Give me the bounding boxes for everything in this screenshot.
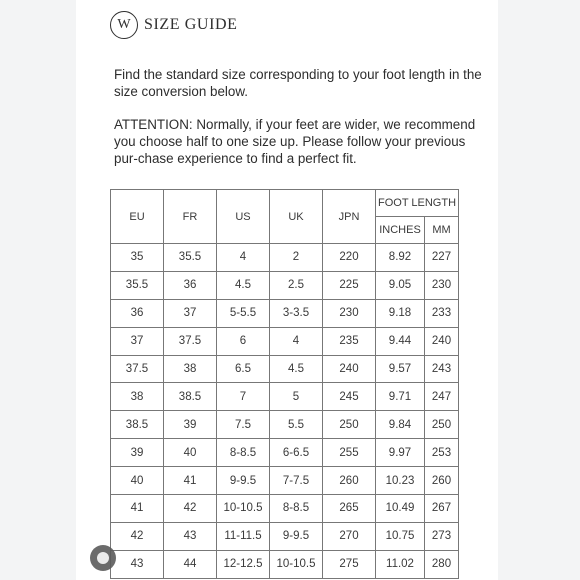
cell-jpn: 220	[323, 244, 376, 272]
cell-uk: 9-9.5	[270, 522, 323, 550]
cell-uk: 7-7.5	[270, 467, 323, 495]
cell-us: 6.5	[217, 355, 270, 383]
cell-inches: 10.75	[376, 522, 425, 550]
cell-jpn: 265	[323, 495, 376, 523]
cell-inches: 9.84	[376, 411, 425, 439]
cell-jpn: 245	[323, 383, 376, 411]
intro-text: Find the standard size corresponding to your foot length in the size conversion below.	[114, 67, 482, 99]
cell-uk: 6-6.5	[270, 439, 323, 467]
cell-fr: 35.5	[164, 244, 217, 272]
cell-jpn: 235	[323, 327, 376, 355]
cell-inches: 10.23	[376, 467, 425, 495]
cell-uk: 10-10.5	[270, 550, 323, 578]
cell-us: 10-10.5	[217, 495, 270, 523]
cell-jpn: 275	[323, 550, 376, 578]
cell-mm: 247	[425, 383, 459, 411]
brand-logo-icon	[110, 11, 138, 39]
cell-mm: 227	[425, 244, 459, 272]
table-row	[111, 327, 459, 355]
cell-fr: 38	[164, 355, 217, 383]
cell-fr: 40	[164, 439, 217, 467]
cell-fr: 41	[164, 467, 217, 495]
table-row	[111, 439, 459, 467]
table-row	[111, 495, 459, 523]
cell-inches: 9.44	[376, 327, 425, 355]
cell-uk: 4	[270, 327, 323, 355]
cell-uk: 2	[270, 244, 323, 272]
cell-us: 4	[217, 244, 270, 272]
header-jpn: JPN	[323, 190, 376, 244]
header-fr: FR	[164, 190, 217, 244]
cell-eu: 38	[111, 383, 164, 411]
cell-jpn: 260	[323, 467, 376, 495]
size-guide-card	[76, 0, 498, 580]
cell-uk: 3-3.5	[270, 299, 323, 327]
lens-search-icon-center	[97, 552, 109, 564]
cell-inches: 8.92	[376, 244, 425, 272]
cell-fr: 39	[164, 411, 217, 439]
table-row	[111, 550, 459, 578]
cell-jpn: 225	[323, 271, 376, 299]
cell-eu: 37.5	[111, 355, 164, 383]
cell-us: 5-5.5	[217, 299, 270, 327]
cell-inches: 9.71	[376, 383, 425, 411]
page-title: SIZE GUIDE	[144, 16, 238, 33]
cell-eu: 37	[111, 327, 164, 355]
cell-eu: 36	[111, 299, 164, 327]
cell-us: 12-12.5	[217, 550, 270, 578]
table-row	[111, 522, 459, 550]
cell-uk: 4.5	[270, 355, 323, 383]
cell-inches: 9.05	[376, 271, 425, 299]
header-foot-length: FOOT LENGTH	[376, 190, 459, 217]
cell-fr: 38.5	[164, 383, 217, 411]
cell-mm: 267	[425, 495, 459, 523]
cell-mm: 240	[425, 327, 459, 355]
cell-mm: 230	[425, 271, 459, 299]
header-us: US	[217, 190, 270, 244]
cell-mm: 253	[425, 439, 459, 467]
table-row	[111, 299, 459, 327]
cell-mm: 243	[425, 355, 459, 383]
cell-inches: 9.57	[376, 355, 425, 383]
cell-fr: 43	[164, 522, 217, 550]
cell-inches: 9.97	[376, 439, 425, 467]
cell-eu: 38.5	[111, 411, 164, 439]
cell-eu: 35.5	[111, 271, 164, 299]
cell-uk: 2.5	[270, 271, 323, 299]
header-eu: EU	[111, 190, 164, 244]
cell-eu: 42	[111, 522, 164, 550]
cell-mm: 250	[425, 411, 459, 439]
cell-jpn: 270	[323, 522, 376, 550]
cell-us: 4.5	[217, 271, 270, 299]
table-row	[111, 467, 459, 495]
cell-mm: 273	[425, 522, 459, 550]
size-conversion-table	[110, 189, 459, 579]
cell-eu: 41	[111, 495, 164, 523]
cell-us: 7	[217, 383, 270, 411]
cell-us: 11-11.5	[217, 522, 270, 550]
cell-jpn: 240	[323, 355, 376, 383]
cell-mm: 260	[425, 467, 459, 495]
table-body	[111, 244, 459, 579]
cell-eu: 39	[111, 439, 164, 467]
header-inches: INCHES	[376, 217, 425, 244]
cell-uk: 8-8.5	[270, 495, 323, 523]
lens-search-icon[interactable]	[90, 545, 116, 571]
cell-eu: 43	[111, 550, 164, 578]
cell-fr: 44	[164, 550, 217, 578]
cell-fr: 37	[164, 299, 217, 327]
attention-text: ATTENTION: Normally, if your feet are wider, we recommend you choose half to one size up. Please follow your previous pur-chase experience to find a perfect fit.	[114, 117, 476, 166]
cell-inches: 9.18	[376, 299, 425, 327]
table-row	[111, 355, 459, 383]
table-header-row	[111, 190, 459, 217]
cell-fr: 36	[164, 271, 217, 299]
cell-fr: 42	[164, 495, 217, 523]
cell-fr: 37.5	[164, 327, 217, 355]
cell-us: 6	[217, 327, 270, 355]
cell-jpn: 230	[323, 299, 376, 327]
cell-jpn: 250	[323, 411, 376, 439]
cell-uk: 5	[270, 383, 323, 411]
cell-inches: 10.49	[376, 495, 425, 523]
cell-us: 9-9.5	[217, 467, 270, 495]
header-mm: MM	[425, 217, 459, 244]
cell-us: 8-8.5	[217, 439, 270, 467]
table-row	[111, 244, 459, 272]
cell-eu: 40	[111, 467, 164, 495]
cell-mm: 280	[425, 550, 459, 578]
table-row	[111, 411, 459, 439]
header-uk: UK	[270, 190, 323, 244]
cell-mm: 233	[425, 299, 459, 327]
cell-jpn: 255	[323, 439, 376, 467]
cell-uk: 5.5	[270, 411, 323, 439]
cell-inches: 11.02	[376, 550, 425, 578]
brand-logo-letters: W	[117, 17, 128, 32]
table-row	[111, 271, 459, 299]
table-row	[111, 383, 459, 411]
cell-us: 7.5	[217, 411, 270, 439]
cell-eu: 35	[111, 244, 164, 272]
brand-header	[110, 8, 238, 42]
